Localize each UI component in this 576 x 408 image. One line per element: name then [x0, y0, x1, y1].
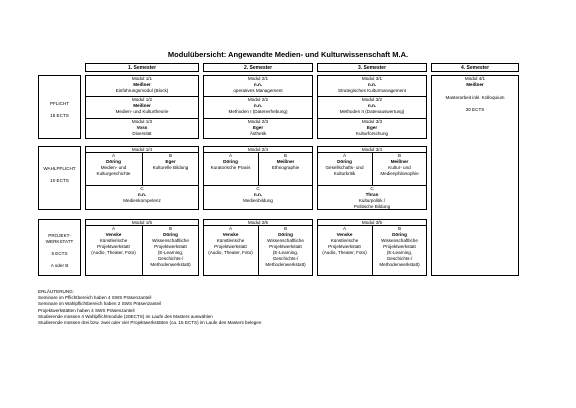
module-3-1-code: Modul 3/1 [361, 76, 383, 81]
wp-3-a-title-1: Gesellschafts- und [325, 165, 364, 170]
pw-1-b-line-5: Methodenwerkstatt) [150, 262, 191, 267]
row-label-pflicht: PFLICHT [49, 101, 70, 106]
legend-line: Seminare im Wahlpflichtbereich haben 2 SWS Präsenzanteil [38, 301, 162, 307]
module-4-1-title: Masterarbeit inkl. Kolloquium [445, 95, 505, 100]
pw-2-b-line-2: Projektwerkstatt [269, 244, 302, 249]
pw-2-b-line-5: Methodenwerkstatt) [265, 262, 306, 267]
pw-2-b-line-3: (E-Learning, [272, 250, 299, 255]
legend-heading: ERLÄUTERUNG: [38, 289, 74, 294]
legend [38, 289, 261, 326]
module-1-1-lecturer: Meißner [133, 82, 151, 87]
pw-3-b-line-4: Geschichts-/ [386, 256, 413, 261]
pw-3-b-line-5: Methodenwerkstatt) [379, 262, 420, 267]
wp-3-b-title-1: Kultur- und [388, 165, 411, 170]
wahlpflicht-header-2: Modul 2/4 [203, 146, 313, 153]
pw-3-a-line-1: Künstlerische [330, 238, 359, 243]
row-label-projekt-2: WERKSTATT [45, 239, 74, 244]
pw-3-b-lecturer: Döring [392, 232, 407, 237]
module-3-2-code: Modul 3/2 [361, 97, 383, 102]
wp-3-a-lecturer: Döring [337, 159, 352, 164]
module-2-1-lecturer: n.n. [253, 82, 263, 87]
module-3-2-title: Methoden II (Datenauswertung) [339, 109, 405, 114]
module-2-2-title: Methoden I (Datenerhebung) [228, 109, 288, 114]
pw-1-b-line-2: Projektwerkstatt [154, 244, 187, 249]
pw-3-a-line-3: (Audio, Theater, Foto) [322, 250, 367, 255]
module-4-1-lecturer: Meißner [466, 82, 484, 87]
pw-2-a-letter: A [228, 226, 233, 231]
module-1-3-lecturer: Voss [136, 125, 148, 130]
module-1-2-title: Medien- und Kulturtheorie [115, 109, 169, 114]
pw-3-b-letter: B [397, 226, 402, 231]
pw-1-b-lecturer: Döring [163, 232, 178, 237]
pw-3-a-line-2: Projektwerkstatt [328, 244, 361, 249]
wp-1-a-title-1: Medien- und [100, 165, 127, 170]
row-label-wahlpflicht-ects: 10 ECTS [50, 178, 69, 183]
wp-3-b-title-2: Medienphilosophie [380, 171, 419, 176]
sem4-box [431, 75, 519, 276]
legend-line: Seminare im Pflichtbereich haben 4 SWS Präsenzanteil [38, 295, 152, 301]
module-3-3-lecturer: Eger [366, 125, 378, 130]
wp-3-a-letter: A [342, 153, 347, 158]
module-2-3-code: Modul 2/3 [247, 119, 269, 124]
row-label-projekt-choice: A oder B [50, 263, 69, 268]
wp-1-a-letter: A [111, 153, 116, 158]
pw-1-a-lecturer: Venske [105, 232, 122, 237]
wp-2-b-title: Ethnographie [271, 165, 300, 170]
semester-header-3: 3. Semester [317, 63, 427, 72]
pw-2-b-line-1: Wissenschaftliche [267, 238, 304, 243]
pw-1-b-line-4: Geschichts-/ [157, 256, 184, 261]
semester-header-4: 4. Semester [431, 63, 519, 72]
pw-1-b-line-3: (E-Learning, [157, 250, 184, 255]
pw-3-b-line-3: (E-Learning, [386, 250, 413, 255]
pw-3-b-line-1: Wissenschaftliche [381, 238, 418, 243]
module-1-1-code: Modul 1/1 [131, 76, 153, 81]
pw-1-a-line-1: Künstlerische [99, 238, 128, 243]
pw-2-b-lecturer: Döring [278, 232, 293, 237]
module-1-2-lecturer: Meißner [133, 103, 151, 108]
wp-3-a-title-2: Kulturkritik [333, 171, 356, 176]
wp-2-c-letter: C [256, 186, 260, 191]
wp-3-c-title-1: Kulturpolitik / [358, 198, 386, 203]
module-1-3-title: Diversität [132, 131, 152, 136]
semester-header-2: 2. Semester [203, 63, 313, 72]
wp-2-a-title: Kuratorische Praxis [210, 165, 251, 170]
row-label-pflicht-box [38, 75, 81, 139]
module-4-1-code: Modul 4/1 [464, 76, 486, 81]
pw-2-a-line-3: (Audio, Theater, Foto) [208, 250, 253, 255]
wahlpflicht-header-3: Modul 3/4 [317, 146, 427, 153]
pw-1-a-letter: A [111, 226, 116, 231]
wp-2-c-title: Medienbildung [243, 198, 273, 203]
row-label-pflicht-ects: 15 ECTS [50, 113, 69, 118]
module-2-2-lecturer: n.n. [253, 103, 263, 108]
module-1-1-title: Einführungsmodul (Block) [115, 88, 169, 93]
semester-header-1: 1. Semester [85, 63, 199, 72]
pw-1-b-line-1: Wissenschaftliche [152, 238, 189, 243]
module-4-1-ects: 30 ECTS [465, 107, 485, 112]
page-title: Modulübersicht: Angewandte Medien- und Kulturwissenschaft M.A. [167, 50, 409, 59]
legend-line: Projektwerkstätten haben 4 SWS Präsenzanteil [38, 307, 135, 313]
wp-3-b-letter: B [397, 153, 402, 158]
projekt-header-1: Modul 1/5 [85, 219, 199, 226]
module-1-3-code: Modul 1/3 [131, 119, 153, 124]
wp-1-c-lecturer: n.n. [137, 192, 147, 197]
pw-2-a-line-1: Künstlerische [216, 238, 245, 243]
pw-2-a-line-2: Projektwerkstatt [214, 244, 247, 249]
wp-1-b-lecturer: Eger [165, 159, 176, 164]
projekt-header-2: Modul 2/5 [203, 219, 313, 226]
wp-2-a-letter: A [228, 153, 233, 158]
wp-1-c-letter: C [140, 186, 144, 191]
row-label-wahlpflicht: WAHLPFLICHT [43, 166, 76, 171]
wp-2-a-lecturer: Döring [223, 159, 238, 164]
module-2-1-code: Modul 2/1 [247, 76, 269, 81]
wp-2-b-lecturer: Meißner [276, 159, 295, 164]
pw-1-a-line-3: (Audio, Theater, Foto) [91, 250, 136, 255]
projekt-header-3: Modul 3/5 [317, 219, 427, 226]
wp-1-b-title: Kulturelle Bildung [152, 165, 189, 170]
wp-1-b-letter: B [168, 153, 173, 158]
wp-3-c-lecturer: Thran [365, 192, 379, 197]
module-3-3-title: Kulturforschung [355, 131, 389, 136]
legend-line: Studierende müssen 4 Wahlpflichtmodule (20ECTS) im Laufe des Masters auswählen [38, 313, 213, 319]
wp-2-b-letter: B [283, 153, 288, 158]
row-label-projekt-1: PROJEKT- [48, 233, 71, 238]
wp-3-b-lecturer: Meißner [390, 159, 409, 164]
legend-line: Studierende müssen drei bzw. zwei oder vier Projektwerkstätten (ca. 15 ECTS) im Laufe des Masters belegen [38, 320, 262, 326]
wp-1-a-lecturer: Döring [106, 159, 121, 164]
pw-1-a-line-2: Projektwerkstatt [97, 244, 130, 249]
wp-3-c-title-2: Politische Bildung [353, 204, 391, 209]
wp-3-c-letter: C [370, 186, 374, 191]
pw-2-a-lecturer: Venske [222, 232, 239, 237]
pw-2-b-letter: B [283, 226, 288, 231]
pw-3-b-line-2: Projektwerkstatt [383, 244, 416, 249]
module-1-2-code: Modul 1/2 [131, 97, 153, 102]
pw-3-a-lecturer: Venske [336, 232, 353, 237]
module-2-3-title: Ästhetik [249, 131, 267, 136]
pw-2-b-line-4: Geschichts-/ [272, 256, 299, 261]
module-3-1-lecturer: n.n. [367, 82, 377, 87]
wahlpflicht-header-1: Modul 1/4 [85, 146, 199, 153]
module-3-1-title: Strategisches Kulturmanagement [338, 88, 406, 93]
module-2-2-code: Modul 2/2 [247, 97, 269, 102]
module-3-3-code: Modul 3/3 [361, 119, 383, 124]
module-2-1-title: operatives Management [233, 88, 283, 93]
row-label-projekt-ects: 5 ECTS [51, 251, 68, 256]
wp-2-c-lecturer: n.n. [253, 192, 263, 197]
wp-1-c-title: Medienkompetenz [123, 198, 161, 203]
pw-3-a-letter: A [342, 226, 347, 231]
module-3-2-lecturer: n.n. [367, 103, 377, 108]
pw-1-b-letter: B [168, 226, 173, 231]
wp-1-a-title-2: Kulturgeschichte [96, 171, 131, 176]
module-2-3-lecturer: Eger [252, 125, 264, 130]
